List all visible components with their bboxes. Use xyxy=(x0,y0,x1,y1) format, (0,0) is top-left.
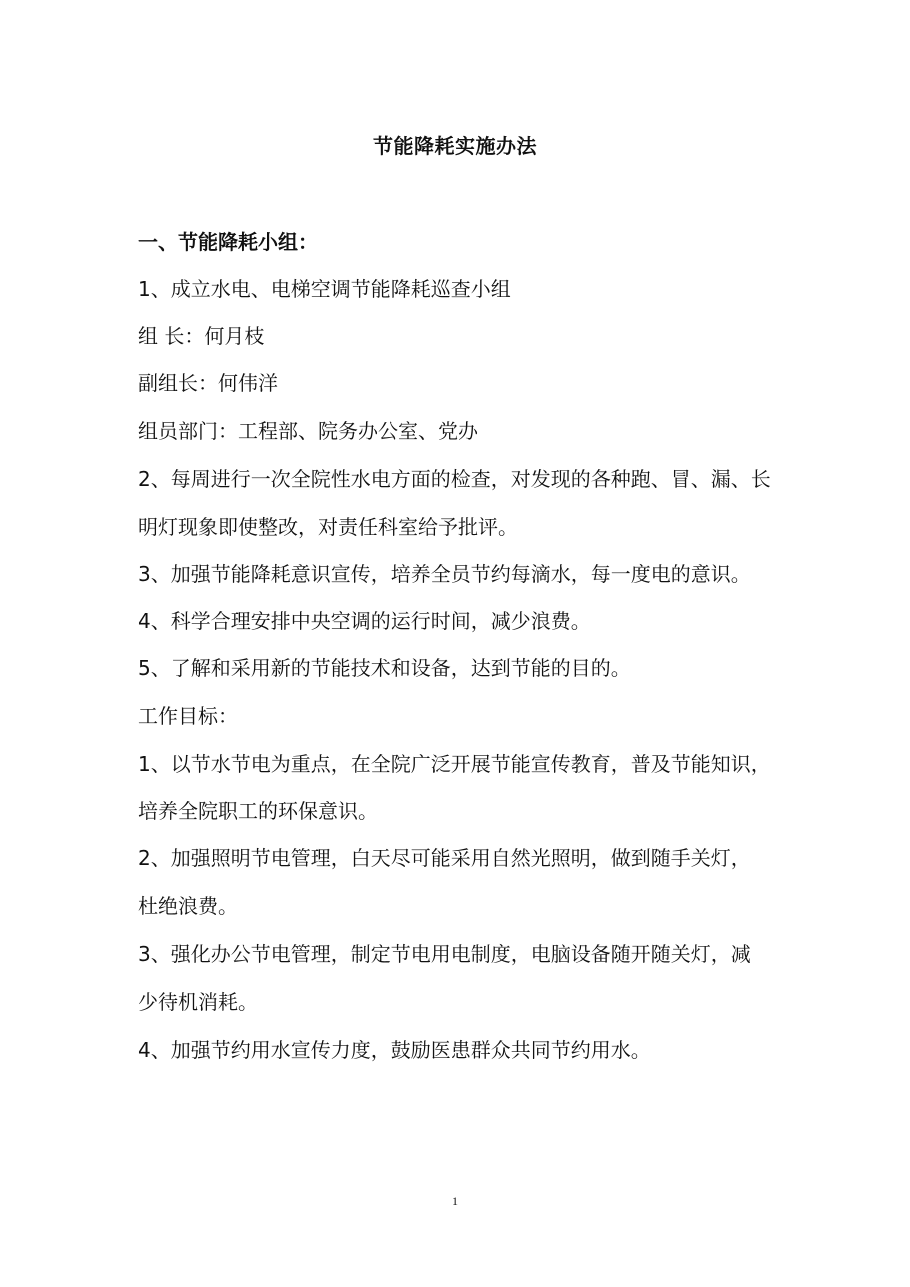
text-line: 4、加强节约用水宣传力度，鼓励医患群众共同节约用水。 xyxy=(138,1038,651,1062)
text-line: 5、了解和采用新的节能技术和设备，达到节能的目的。 xyxy=(138,656,631,680)
text-line: 少待机消耗。 xyxy=(138,990,258,1014)
text-line: 4、科学合理安排中央空调的运行时间，减少浪费。 xyxy=(138,609,591,633)
text-line: 2、加强照明节电管理，白天尽可能采用自然光照明，做到随手关灯， xyxy=(138,846,751,870)
text-line: 培养全院职工的环保意识。 xyxy=(138,799,378,823)
text-line: 副组长：何伟洋 xyxy=(138,371,278,395)
text-line: 杜绝浪费。 xyxy=(138,894,238,918)
text-line: 3、加强节能降耗意识宣传，培养全员节约每滴水，每一度电的意识。 xyxy=(138,562,751,586)
text-line: 1、以节水节电为重点，在全院广泛开展节能宣传教育，普及节能知识， xyxy=(138,752,771,776)
document-title: 节能降耗实施办法 xyxy=(373,134,537,158)
text-line: 3、强化办公节电管理，制定节电用电制度，电脑设备随开随关灯，减 xyxy=(138,942,751,966)
text-line: 1、成立水电、电梯空调节能降耗巡查小组 xyxy=(138,277,511,301)
section-heading-goals: 工作目标： xyxy=(138,704,238,728)
text-line: 组 长：何月枝 xyxy=(138,324,265,348)
text-line: 组员部门：工程部、院务办公室、党办 xyxy=(138,419,478,443)
section-heading-group: 一、节能降耗小组： xyxy=(138,230,318,254)
text-line: 2、每周进行一次全院性水电方面的检查，对发现的各种跑、冒、漏、长 xyxy=(138,467,771,491)
text-line: 明灯现象即使整改，对责任科室给予批评。 xyxy=(138,515,518,539)
page-number: 1 xyxy=(452,1194,458,1208)
